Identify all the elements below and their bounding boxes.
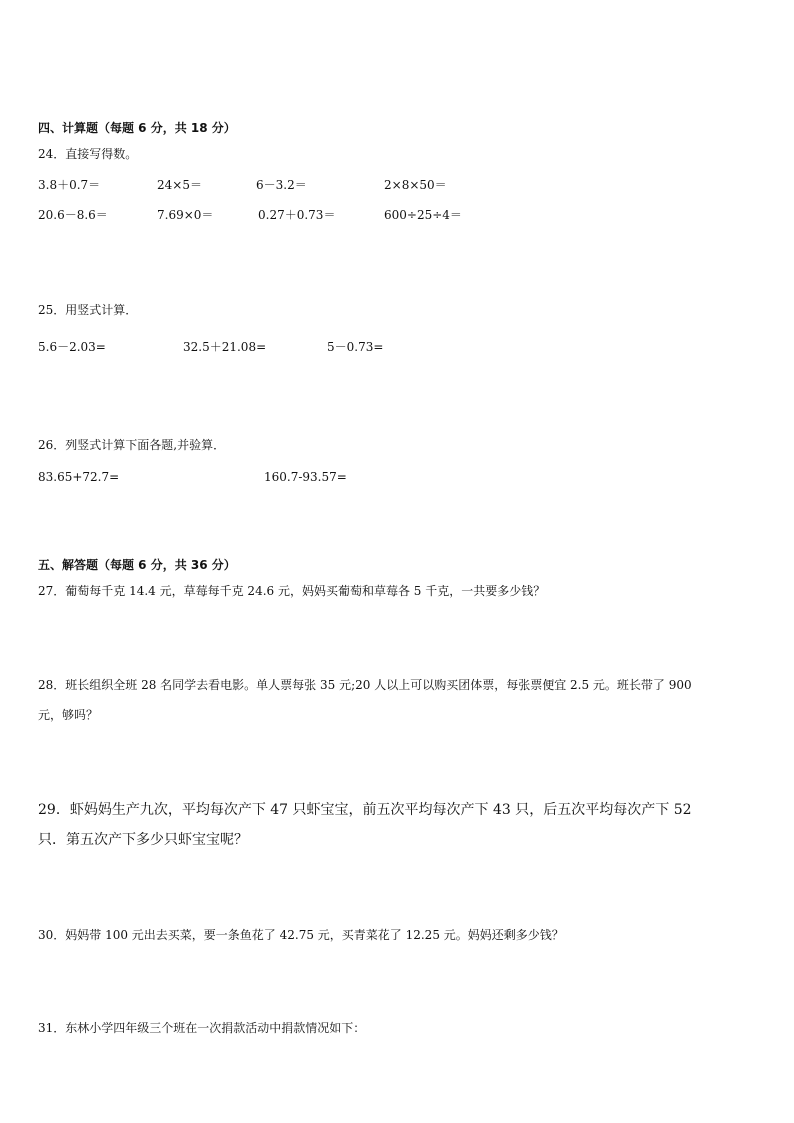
section-title-calculation: 四、计算题（每题 6 分，共 18 分） bbox=[38, 121, 236, 135]
q25-expression: 5.6－2.03= bbox=[38, 340, 106, 354]
question-29-line-2: 只．第五次产下多少只虾宝宝呢？ bbox=[38, 832, 248, 848]
q24-expression: 0.27＋0.73＝ bbox=[258, 208, 336, 222]
q25-expression: 5－0.73= bbox=[327, 340, 384, 354]
question-27-text: 27．葡萄每千克 14.4 元，草莓每千克 24.6 元，妈妈买葡萄和草莓各 5 千克，一共要多少钱？ bbox=[38, 584, 546, 598]
question-30-text: 30．妈妈带 100 元出去买菜，要一条鱼花了 42.75 元，买青菜花了 12.25 元。妈妈还剩多少钱？ bbox=[38, 928, 564, 942]
q26-expression: 160.7-93.57= bbox=[264, 470, 347, 484]
q25-expression: 32.5＋21.08= bbox=[183, 340, 267, 354]
question-26-prompt: 26．列竖式计算下面各题,并验算． bbox=[38, 438, 226, 452]
question-28-line-1: 28．班长组织全班 28 名同学去看电影。单人票每张 35 元;20 人以上可以购买团体票，每张票便宜 2.5 元。班长带了 900 bbox=[38, 678, 692, 692]
q26-expression: 83.65+72.7= bbox=[38, 470, 120, 484]
q24-expression: 24×5＝ bbox=[157, 178, 202, 192]
q24-expression: 20.6－8.6＝ bbox=[38, 208, 108, 222]
q24-expression: 6－3.2＝ bbox=[256, 178, 307, 192]
q24-expression: 2×8×50＝ bbox=[384, 178, 447, 192]
question-25-prompt: 25．用竖式计算． bbox=[38, 303, 138, 317]
question-31-text: 31．东林小学四年级三个班在一次捐款活动中捐款情况如下： bbox=[38, 1021, 366, 1035]
question-29-line-1: 29．虾妈妈生产九次，平均每次产下 47 只虾宝宝，前五次平均每次产下 43 只，后五次平均每次产下 52 bbox=[38, 802, 692, 818]
section-title-solving: 五、解答题（每题 6 分，共 36 分） bbox=[38, 558, 236, 572]
question-24-prompt: 24．直接写得数。 bbox=[38, 147, 138, 161]
question-28-line-2: 元，够吗？ bbox=[38, 708, 99, 722]
q24-expression: 3.8＋0.7＝ bbox=[38, 178, 101, 192]
q24-expression: 600÷25÷4＝ bbox=[384, 208, 462, 222]
q24-expression: 7.69×0＝ bbox=[157, 208, 214, 222]
